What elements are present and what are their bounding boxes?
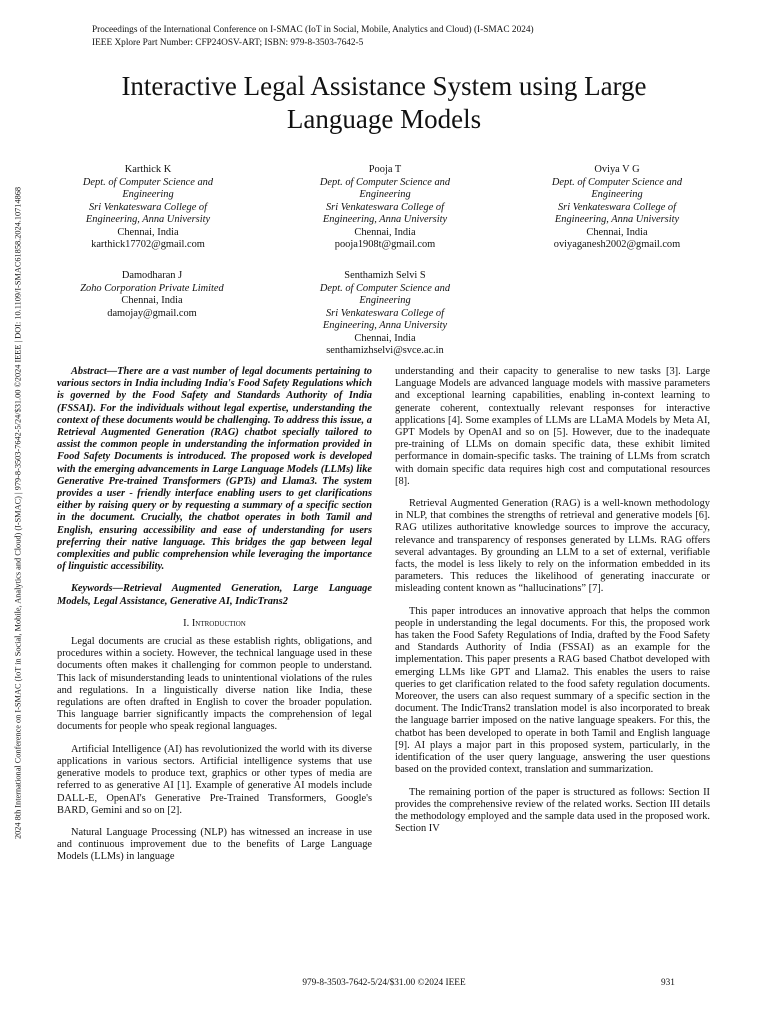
author-block xyxy=(285,270,485,358)
footer-identifier: 979-8-3503-7642-5/24/$31.00 ©2024 IEEE xyxy=(302,978,466,988)
doi-sidebar xyxy=(10,128,26,898)
author-affiliation: Engineering xyxy=(591,189,643,200)
author-affiliation: Engineering, Anna University xyxy=(85,214,211,225)
abstract: Abstract—There are a vast number of legal documents pertaining to various sectors in India including India's Food Safety Regulations which is governed by the Food Safety and Standards Authority of India (FSSAI). For the individuals without legal expertise, understanding the context of these documents would be challenging. To address this issue, a Retrieval Augmented Generation (RAG) chatbot specially tailored to assist the common people in understanding the information provided in Food Safety Documents is introduced. The proposed work is developed with the emerging advancements in Large Language Models (LLMs) like Generative Pre-trained Transformers (GPTs) and Llama3. The system provides a user - friendly interface enabling users to get clarifications either by raising query or by requesting a summary of a specific section in the document. Crucially, the chatbot operates in both Tamil and English, ensuring accessibility and ease of understanding for users preferring their native language. This bridges the gap between legal complexities and public comprehension while leveraging the importance of linguistic accessibility. xyxy=(57,366,372,573)
sidebar-text: 2024 8th International Conference on I-SMAC (IoT in Social, Mobile, Analytics and Cloud) (I-SMAC) | 979-8-3503-7642-5/24/$31.00 ©2024 IEEE | DOI: 10.1109/I-SMAC61858.2024.10714868 xyxy=(13,186,23,840)
author-affiliation: Sri Venkateswara College of xyxy=(88,201,208,213)
author-name: Oviya V G xyxy=(594,164,640,175)
author-city: Chennai, India xyxy=(121,295,183,306)
author-city: Chennai, India xyxy=(586,226,648,238)
author-name: Damodharan J xyxy=(121,270,183,281)
header-line-1: Proceedings of the International Conference on I-SMAC (IoT in Social, Mobile, Analytics and Cloud) (I-SMAC 2024) xyxy=(92,25,534,35)
author-name: Karthick K xyxy=(124,164,172,175)
author-affiliation: Zoho Corporation Private Limited xyxy=(80,282,224,294)
author-name: Senthamizh Selvi S xyxy=(344,270,426,281)
author-affiliation: Sri Venkateswara College of xyxy=(325,201,445,213)
paragraph: This paper introduces an innovative approach that helps the common people in understanding the legal documents. For this, the proposed work has taken the Food Safety Regulations of India, drafted by the Food Safety and Standards Authority of India (FSSAI) as an example for the implementation. This paper presents a RAG based Chatbot developed with emerging LLMs like GPT and Llama2. This enables the users to raise queries to get clarification related to the food safety regulation documents. Moreover, the users can also request summary of a specific section in the document. The IndicTrans2 translation model is also incorporated to break the language barrier imposed on the native language speakers. For this, the chatbot has been developed to operate in both Tamil and English language [9]. AI plays a major part in this proposed system, particularly, in the identification of the user query language, answering the user questions based on the provided context, translation and summarization. xyxy=(395,605,710,776)
paragraph: Legal documents are crucial as these establish rights, obligations, and procedures within a society. However, the technical language used in these documents often makes it challenging for common people to understand. This lack of misunderstanding leads to unintentional violations of the rules and regulations. In a linguistically diverse nation like India, these regulations are often drafted in English to cover the broader population. This language barrier significantly impacts the comprehension of legal documents for people who speak regional languages. xyxy=(57,636,372,733)
title-line-1: Interactive Legal Assistance System using Large xyxy=(121,71,647,101)
author-email: damojay@gmail.com xyxy=(107,307,197,319)
author-affiliation: Dept. of Computer Science and xyxy=(82,176,214,188)
author-affiliation: Engineering, Anna University xyxy=(322,214,448,225)
paragraph: The remaining portion of the paper is structured as follows: Section II provides the comprehensive review of the related works. Section III details the methodology employed and the sample data used in the proposed work. Section IV xyxy=(395,786,710,835)
author-affiliation: Sri Venkateswara College of xyxy=(557,201,677,213)
paragraph: Retrieval Augmented Generation (RAG) is a well-known methodology in NLP, that combines the strengths of retrieval and generative models [6]. RAG utilizes authoritative knowledge sources to improve the accuracy, relevance and transparency of responses generated by LLMs. RAG offers several advantages. By grounding an LLM to a set of external, verifiable facts, the model is less likely to rely on the information embedded in its parameters. This reduces the likelihood of generating inaccurate or misleading content known as “hallucinations” [7]. xyxy=(395,498,710,595)
author-affiliation: Dept. of Computer Science and xyxy=(319,282,451,294)
header-line-2: IEEE Xplore Part Number: CFP24OSV-ART; ISBN: 979-8-3503-7642-5 xyxy=(92,38,364,48)
author-affiliation: Engineering, Anna University xyxy=(554,214,680,225)
section-heading xyxy=(57,618,372,630)
author-affiliation: Engineering xyxy=(359,295,411,306)
author-affiliation: Engineering, Anna University xyxy=(322,320,448,331)
author-affiliation: Engineering xyxy=(122,189,174,200)
author-block xyxy=(48,164,248,252)
right-column xyxy=(395,366,710,845)
author-affiliation: Engineering xyxy=(359,189,411,200)
title-line-2: Language Models xyxy=(286,104,482,134)
author-city: Chennai, India xyxy=(354,226,416,238)
author-city: Chennai, India xyxy=(117,226,179,238)
author-city: Chennai, India xyxy=(354,332,416,344)
paper-title xyxy=(40,70,728,136)
author-email: oviyaganesh2002@gmail.com xyxy=(553,239,681,250)
author-affiliation: Dept. of Computer Science and xyxy=(551,176,683,188)
author-block xyxy=(517,164,717,252)
author-block xyxy=(285,164,485,252)
left-column xyxy=(57,366,372,874)
author-email: karthick17702@gmail.com xyxy=(91,239,205,250)
author-affiliation: Sri Venkateswara College of xyxy=(325,307,445,319)
paragraph: Natural Language Processing (NLP) has witnessed an increase in use and continuous improvement due to the benefits of Large Language Models (LLMs) in language xyxy=(57,826,372,863)
page-number: 931 xyxy=(661,978,675,988)
author-email: senthamizhselvi@svce.ac.in xyxy=(326,345,444,356)
section-number: I. xyxy=(183,617,190,629)
paragraph: understanding and their capacity to generalise to new tasks [3]. Large Language Models are advanced language models with massive parameters and exceptional learning capabilities, enabling in-context learning to generate coherent, contextually relevant responses for interactive applications [4]. Some examples of LLMs are LLaMA Models by Meta AI, GPT Models by OpenAI and so on [5]. However, due to the inadequate pre-training of LLMs on domain specific data, these exhibit limited performance in domain-specific tasks. The training of LLMs from scratch with domain specific data requires high cost and computational resources [8]. xyxy=(395,366,710,487)
paragraph: Artificial Intelligence (AI) has revolutionized the world with its diverse applications in various sectors. Artificial intelligence systems that use generative models to produce text, graphics or other types of media are referred to as generative AI [1]. Example of generative AI models include DALL-E, OpenAI's Generative Pre-Trained Transformers, Google's BARD, Gemini and so on [2]. xyxy=(57,743,372,816)
section-title: Introduction xyxy=(191,617,246,629)
author-block xyxy=(52,270,252,320)
author-affiliation: Dept. of Computer Science and xyxy=(319,176,451,188)
keywords: Keywords—Retrieval Augmented Generation, Large Language Models, Legal Assistance, Generative AI, IndicTrans2 xyxy=(57,583,372,607)
running-header xyxy=(92,24,534,50)
author-email: pooja1908t@gmail.com xyxy=(334,239,436,250)
author-name: Pooja T xyxy=(368,164,402,175)
